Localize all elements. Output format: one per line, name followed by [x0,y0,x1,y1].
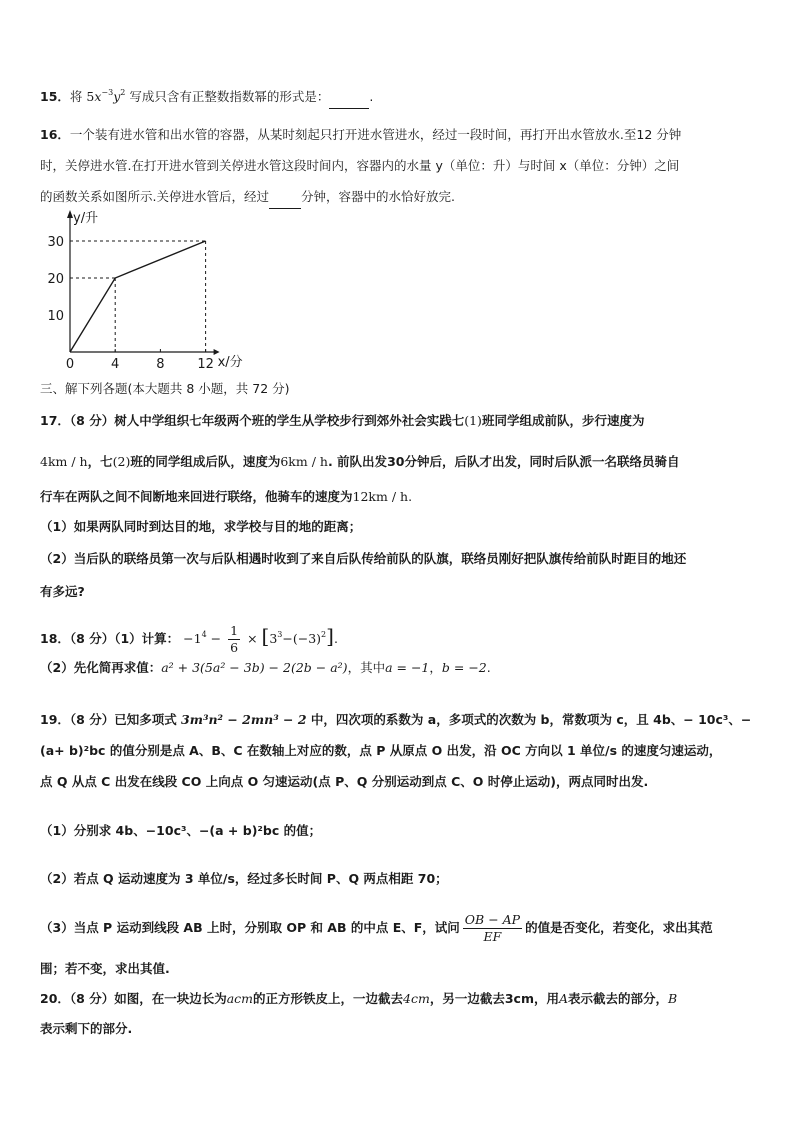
q17-text-2d: 分钟后，后队才出发，同时后队派一名联络员骑自 [404,454,680,469]
q20-cut1: 4cm [403,991,430,1006]
q17-class2-num: 2 [117,454,126,469]
q20-line1 [40,990,677,1008]
q19-sub3-post: 的值是否变化，若变化，求出其范 [525,920,713,935]
q18-sub2-comma: ， [429,660,442,675]
q18-exp4: 4 [201,630,207,639]
q15-pre: 将 [69,89,83,104]
q17-speed2: 6km / h [280,454,328,469]
q17-text-1-post: 班同学组成前队，步行速度为 [481,413,645,428]
q17-text-2a: ，七 [87,454,113,469]
y-axis-label: y/升 [73,211,99,226]
q17-line2 [40,453,679,471]
q16-text-3-post: 分钟，容器中的水恰好放完. [300,189,455,204]
q18-sub2-pre: （2）先化简再求值： [40,660,162,675]
q18-times: × [247,631,258,646]
q17-text-3a: 行车在两队之间不间断地来回进行联络，他骑车的速度为 [40,489,353,504]
q17-minutes: 30 [387,454,405,469]
section3-title: 三、解下列各题(本大题共 8 小题，共 72 分) [40,381,290,396]
q18-end: . [333,631,338,646]
q18-bracket-right: ] [326,624,334,648]
q18-sub2-a: a = −1 [385,660,430,675]
q19-frac-den: EF [483,929,502,944]
q20-label-a: A [558,991,569,1006]
q20-label-b: B [668,991,678,1006]
q19-line1 [40,711,751,729]
q17-sub2-text-1: （2）当后队的联络员第一次与后队相遇时收到了来自后队传给前队的队旗，联络员刚好把队旗传给前队时距目的地还 [40,551,687,566]
q16-text-2: 时，关停进水管.在打开进水管到关停进水管这段时间内，容器内的水量 y（单位：升）与时间 x（单位：分钟）之间 [40,158,680,173]
q18-sub2-end: . [486,660,491,675]
q16-line2 [40,157,679,175]
q16-text-1: 一个装有进水管和出水管的容器，从某时刻起只打开进水管进水，经过一段时间，再打开出水管放水.至12 分钟 [69,127,682,142]
q19-sub2 [40,870,448,888]
q16-line3 [40,188,455,209]
q18-line1 [40,618,338,657]
x-tick-label: 12 [197,357,214,368]
q15-end: . [369,89,374,104]
q17-class2: (2) [112,454,131,469]
q16-text-3-pre: 的函数关系如图所示.关停进水管后，经过 [40,189,269,204]
q18-neg-one: −1 [183,631,202,646]
q17-sub1 [40,518,361,536]
q16-line1 [40,126,681,144]
q15-line [40,88,373,109]
y-tick-label: 30 [47,235,64,250]
q17-sub2-line2 [40,583,85,601]
q17-speed3: 12km / h [352,489,409,504]
q18-sub2-mid: ，其中 [347,660,386,675]
y-tick-label: 10 [47,309,64,324]
q17-speed1: 4km / h [40,454,88,469]
q17-class1: (1) [464,413,482,428]
q19-sub3-line1 [40,910,713,946]
q18-exp2: 2 [321,630,327,639]
q15-number: 15． [40,89,70,104]
water-volume-line [70,241,206,352]
x-tick-label: 8 [156,357,165,368]
q15-post: 写成只含有正整数指数幂的形式是： [129,89,330,104]
y-tick-label: 20 [47,272,64,287]
q18-pre: 18．（8 分）（1）计算： [40,631,180,646]
q19-sub1-text: （1）分别求 4b、−10c³、−(a + b)²bc 的值； [40,823,322,838]
q19-text-1-pre: 19．（8 分）已知多项式 [40,712,182,727]
x-tick-label: 0 [65,357,75,368]
q16-answer-blank[interactable] [269,190,301,209]
q15-y-exp: 2 [120,88,126,97]
q18-frac-num: 1 [230,623,239,638]
section3-heading [40,380,290,398]
q19-line3 [40,773,648,791]
q20-text-2: 表示剩下的部分. [40,1021,133,1036]
q17-text-1-pre: 17．（8 分）树人中学组织七年级两个班的学生从学校步行到郊外社会实践七 [40,413,465,428]
q19-frac-num: OB − AP [464,912,521,927]
q15-answer-blank[interactable] [329,90,369,109]
q17-text-2c: . 前队出发 [327,454,388,469]
q18-bracket-left: [ [261,624,270,648]
q17-line1 [40,412,644,430]
q19-sub3-pre: （3）当点 P 运动到线段 AB 上时，分别取 OP 和 AB 的中点 E、F，试问 [40,920,460,935]
q20-mid2: ，另一边截去3cm，用 [429,991,559,1006]
q15-y: y [113,89,121,104]
q20-line2 [40,1020,132,1038]
q19-polynomial: 3m³n² − 2mn³ − 2 [181,712,307,727]
q20-mid3: 表示截去的部分， [568,991,669,1006]
q15-x-exp: −3 [101,88,114,97]
q17-text-3b: . [408,489,413,504]
q17-sub1-text: （1）如果两队同时到达目的地，求学校与目的地的距离； [40,519,362,534]
q19-sub3-line2 [40,960,170,978]
q15-coef: 5 [86,89,95,104]
q18-fraction [228,623,240,656]
q18-line2 [40,659,491,677]
q17-text-2b: 班的同学组成后队，速度为 [130,454,281,469]
q16-chart-svg [40,208,280,368]
q18-inner: −(−3) [282,631,322,646]
q18-sub2-expr: a² + 3(5a² − 3b) − 2(2b − a²) [161,660,348,675]
q17-line3 [40,488,412,506]
q19-text-3: 点 Q 从点 C 出发在线段 CO 上向点 O 匀速运动(点 P、Q 分别运动到点 C、O 时停止运动)，两点同时出发. [40,774,649,789]
q19-line2 [40,742,721,760]
q19-sub2-text: （2）若点 Q 运动速度为 3 单位/s，经过多长时间 P、Q 两点相距 70； [40,871,448,886]
q19-fraction [463,912,522,945]
q16-number: 16． [40,127,70,142]
q19-sub1 [40,822,321,840]
q19-text-2: (a+ b)²bc 的值分别是点 A、B、C 在数轴上对应的数，点 P 从原点 O 出发，沿 OC 方向以 1 单位/s 的速度匀速运动， [40,743,722,758]
q17-sub2-line1 [40,550,686,568]
q17-sub2-text-2: 有多远? [40,584,85,599]
x-axis-label: x/分 [217,355,243,368]
q18-minus: − [210,631,222,646]
x-tick-label: 4 [111,357,120,368]
q18-three: 3 [269,631,278,646]
q20-length: acm [226,991,254,1006]
q19-sub3-text-2: 围；若不变，求出其值. [40,961,170,976]
q20-pre: 20．（8 分）如图，在一块边长为 [40,991,227,1006]
q17-class1-num: 1 [469,413,478,428]
q19-text-1-post: 中，四次项的系数为 a，多项式的次数为 b，常数项为 c，且 4b、− 10c³、− [306,712,752,727]
q18-frac-den: 6 [230,640,239,655]
q15-x: x [94,89,102,104]
q20-mid1: 的正方形铁皮上，一边截去 [253,991,404,1006]
q16-chart [40,208,280,371]
q18-sub2-b: b = −2 [441,660,487,675]
q18-exp3: 3 [277,630,283,639]
